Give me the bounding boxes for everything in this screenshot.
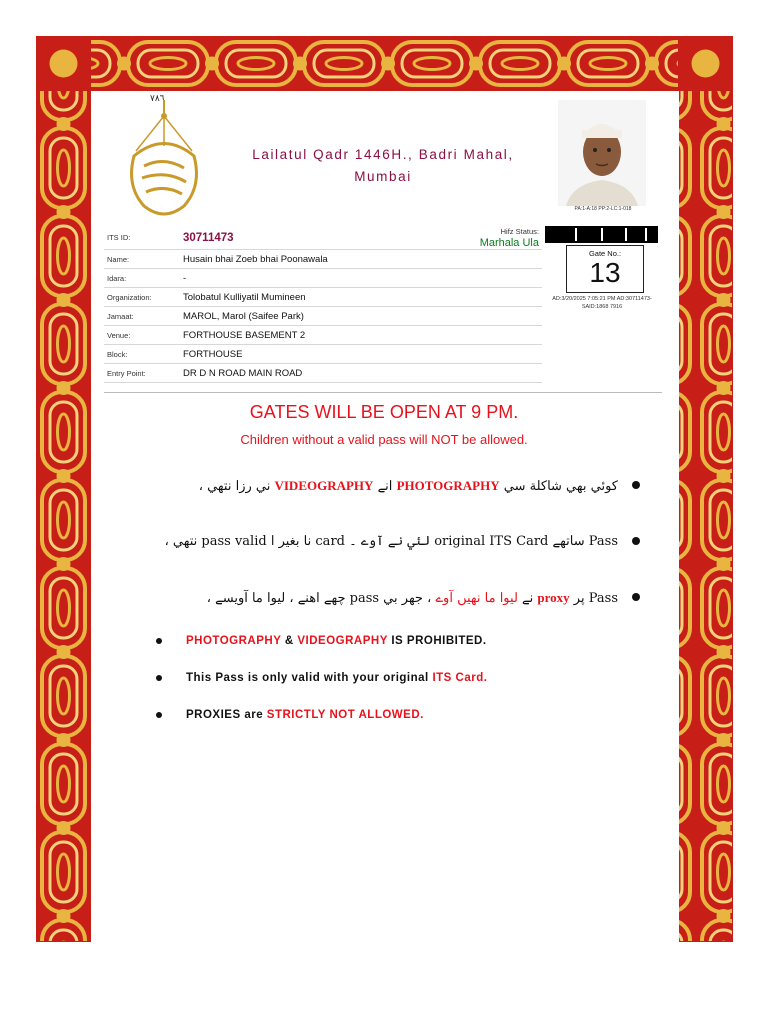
- gate-label: Gate No.:: [588, 249, 622, 258]
- gate-code-line-1: AD:3/20/2025 7:05:21 PM AD:30711473-: [552, 296, 652, 302]
- table-row: [104, 226, 542, 250]
- seal-logo: [124, 96, 204, 226]
- redacted-barcode: [545, 226, 658, 243]
- name-value: Husain bhai Zoeb bhai Poonawala: [180, 250, 476, 269]
- hifz-status-label: Hifz Status:: [500, 227, 539, 236]
- table-row: [104, 288, 542, 307]
- member-info-table: [104, 226, 542, 383]
- jamaat-value: MAROL, Marol (Saifee Park): [180, 307, 476, 326]
- table-row: [104, 307, 542, 326]
- idara-label: Idara:: [104, 269, 180, 288]
- gates-open-notice: GATES WILL BE OPEN AT 9 PM.: [249, 402, 519, 422]
- list-item: PROXIES are STRICTLY NOT ALLOWED.: [150, 704, 650, 741]
- event-title-line-1: Lailatul Qadr 1446H., Badri Mahal,: [252, 147, 514, 162]
- list-item: Pass ساتھے original ITS Card لئي نے آوے ۔ card نا بغير ا pass valid نتھي ،: [120, 524, 640, 580]
- hifz-status-value: Marhala Ula: [479, 237, 539, 249]
- venue-label: Venue:: [104, 326, 180, 345]
- list-item: PHOTOGRAPHY & VIDEOGRAPHY IS PROHIBITED.: [150, 630, 650, 667]
- organization-label: Organization:: [104, 288, 180, 307]
- english-rules-list: [150, 630, 650, 741]
- member-photo: [558, 100, 646, 206]
- bullet-icon: [156, 712, 162, 718]
- children-notice: Children without a valid pass will NOT be allowed.: [240, 432, 528, 447]
- table-row: [104, 345, 542, 364]
- its-id-value: 30711473: [183, 231, 234, 244]
- block-label: Block:: [104, 345, 180, 364]
- bullet-icon: [632, 481, 640, 489]
- table-row: [104, 250, 542, 269]
- bullet-icon: [156, 638, 162, 644]
- organization-value: Tolobatul Kulliyatil Mumineen: [180, 288, 476, 307]
- table-row: [104, 364, 542, 383]
- bullet-icon: [632, 537, 640, 545]
- event-title-line-2: Mumbai: [354, 169, 412, 184]
- table-row: [104, 269, 542, 288]
- bullet-icon: [632, 593, 640, 601]
- photo-caption: PA:1-A:18 PP:2-LC:1-018: [574, 206, 632, 212]
- list-item: كوئي بھي شاكلة سي PHOTOGRAPHY انے VIDEOGRAPHY ني رزا نتھي ،: [120, 468, 640, 524]
- gate-number-box: [566, 245, 644, 293]
- block-value: FORTHOUSE: [180, 345, 476, 364]
- bullet-icon: [156, 675, 162, 681]
- jamaat-label: Jamaat:: [104, 307, 180, 326]
- entry-point-label: Entry Point:: [104, 364, 180, 383]
- gate-code-line-2: SAID:1868 7916: [581, 304, 623, 310]
- table-row: [104, 326, 542, 345]
- list-item: Pass پر proxy نے ليوا ما نهيں آوے ، جهر بي pass چهے اهنے ، ليوا ما آويسے ،: [120, 580, 640, 636]
- event-title: [238, 144, 528, 188]
- gujarati-rules-list: [120, 468, 640, 636]
- gate-number: 13: [589, 257, 621, 288]
- venue-value: FORTHOUSE BASEMENT 2: [180, 326, 476, 345]
- list-item: This Pass is only valid with your original ITS Card.: [150, 667, 650, 704]
- name-label: Name:: [104, 250, 180, 269]
- seal-number: ٧٨٦: [150, 94, 165, 104]
- idara-value: -: [180, 269, 476, 288]
- gate-code: [544, 295, 660, 311]
- entry-point-value: DR D N ROAD MAIN ROAD: [180, 364, 476, 383]
- its-id-label: ITS ID:: [104, 226, 180, 250]
- section-divider: [104, 392, 662, 393]
